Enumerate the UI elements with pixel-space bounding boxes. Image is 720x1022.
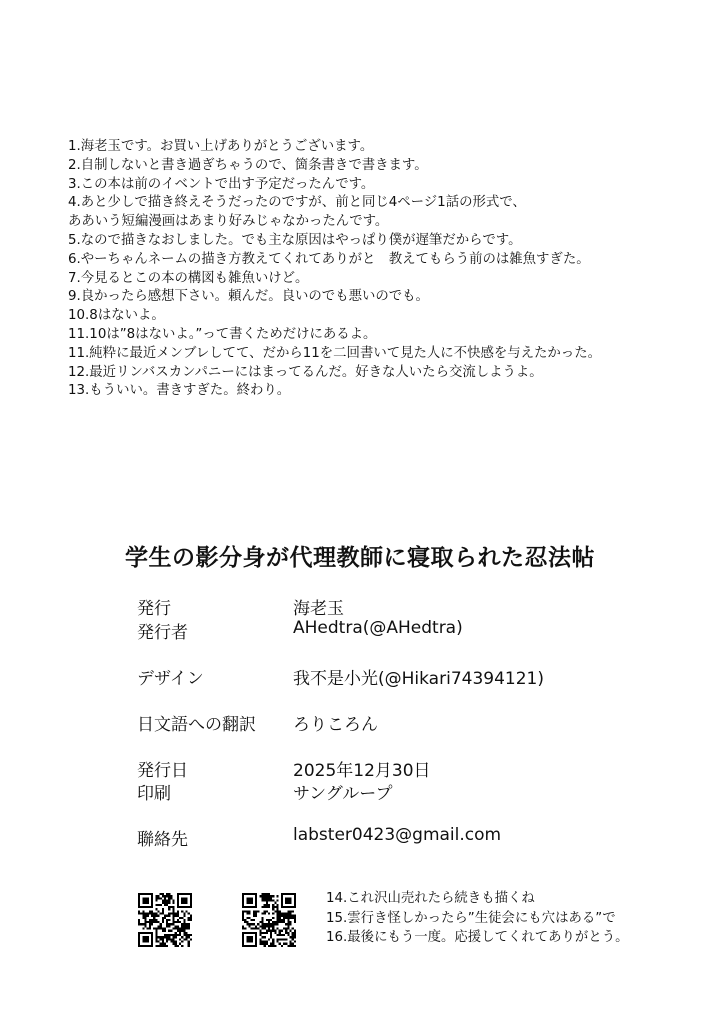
note-line: 10.8はないよ。 — [68, 308, 165, 324]
note-line: 11.10は”8はないよ。”って書くためだけにあるよ。 — [68, 326, 377, 342]
note-line: 7.今見るとこの本の構図も雑魚いけど。 — [68, 270, 309, 286]
issuer-label: 発行者 — [137, 623, 188, 643]
note-line: 3.この本は前のイベントで出す予定だったんです。 — [68, 176, 375, 192]
afterword-notes — [68, 138, 708, 401]
design-label: デザイン — [137, 669, 204, 689]
note-line: 4.あと少しで描き終えそうだったのですが、前と同じ4ページ1話の形式で、 — [68, 195, 526, 211]
publisher-label: 発行 — [137, 599, 171, 619]
qr-code-icon — [138, 893, 192, 947]
print-label: 印刷 — [137, 784, 171, 804]
qr-code-icon — [242, 893, 296, 947]
note-line: 2.自制しないと書き過ぎちゃうので、箇条書きで書きます。 — [68, 157, 428, 173]
note-line: 9.良かったら感想下さい。頼んだ。良いのでも悪いのでも。 — [68, 289, 429, 305]
note-line: 14.これ沢山売れたら続きも描くね — [326, 891, 535, 906]
date-label: 発行日 — [137, 761, 188, 781]
note-line: 16.最後にもう一度。応援してくれてありがとう。 — [326, 930, 629, 945]
note-line: 6.やーちゃんネームの描き方教えてくれてありがと 教えてもらう前のは雑魚すぎた。 — [68, 251, 590, 267]
translation-label: 日文語への翻訳 — [137, 715, 256, 735]
note-line: ああいう短編漫画はあまり好みじゃなかったんです。 — [68, 214, 389, 230]
note-line: 5.なので描きなおしました。でも主な原因はやっぱり僕が遅筆だからです。 — [68, 232, 522, 248]
translation-value: ろりころん — [293, 715, 378, 735]
print-value: サングループ — [293, 784, 393, 804]
date-value: 2025年12月30日 — [293, 761, 431, 781]
contact-label: 聯絡先 — [137, 830, 188, 850]
note-line: 12.最近リンバスカンパニーにはまってるんだ。好きな人いたら交流しようよ。 — [68, 364, 543, 380]
note-line: 11.純粋に最近メンブレしてて、だから11を二回書いて見た人に不快感を与えたかった。 — [68, 345, 601, 361]
publisher-value: 海老玉 — [293, 599, 344, 619]
note-line: 1.海老玉です。お買い上げありがとうございます。 — [68, 139, 374, 154]
design-value: 我不是小光(@Hikari74394121) — [293, 669, 544, 689]
note-line: 13.もういい。書きすぎた。終わり。 — [68, 383, 291, 399]
contact-value: labster0423@gmail.com — [293, 825, 502, 845]
note-line: 15.雲行き怪しかったら”生徒会にも穴はある”で — [326, 910, 616, 926]
closing-notes — [326, 889, 706, 948]
issuer-value: AHedtra(@AHedtra) — [293, 618, 463, 638]
book-title: 学生の影分身が代理教師に寝取られた忍法帖 — [125, 545, 595, 571]
